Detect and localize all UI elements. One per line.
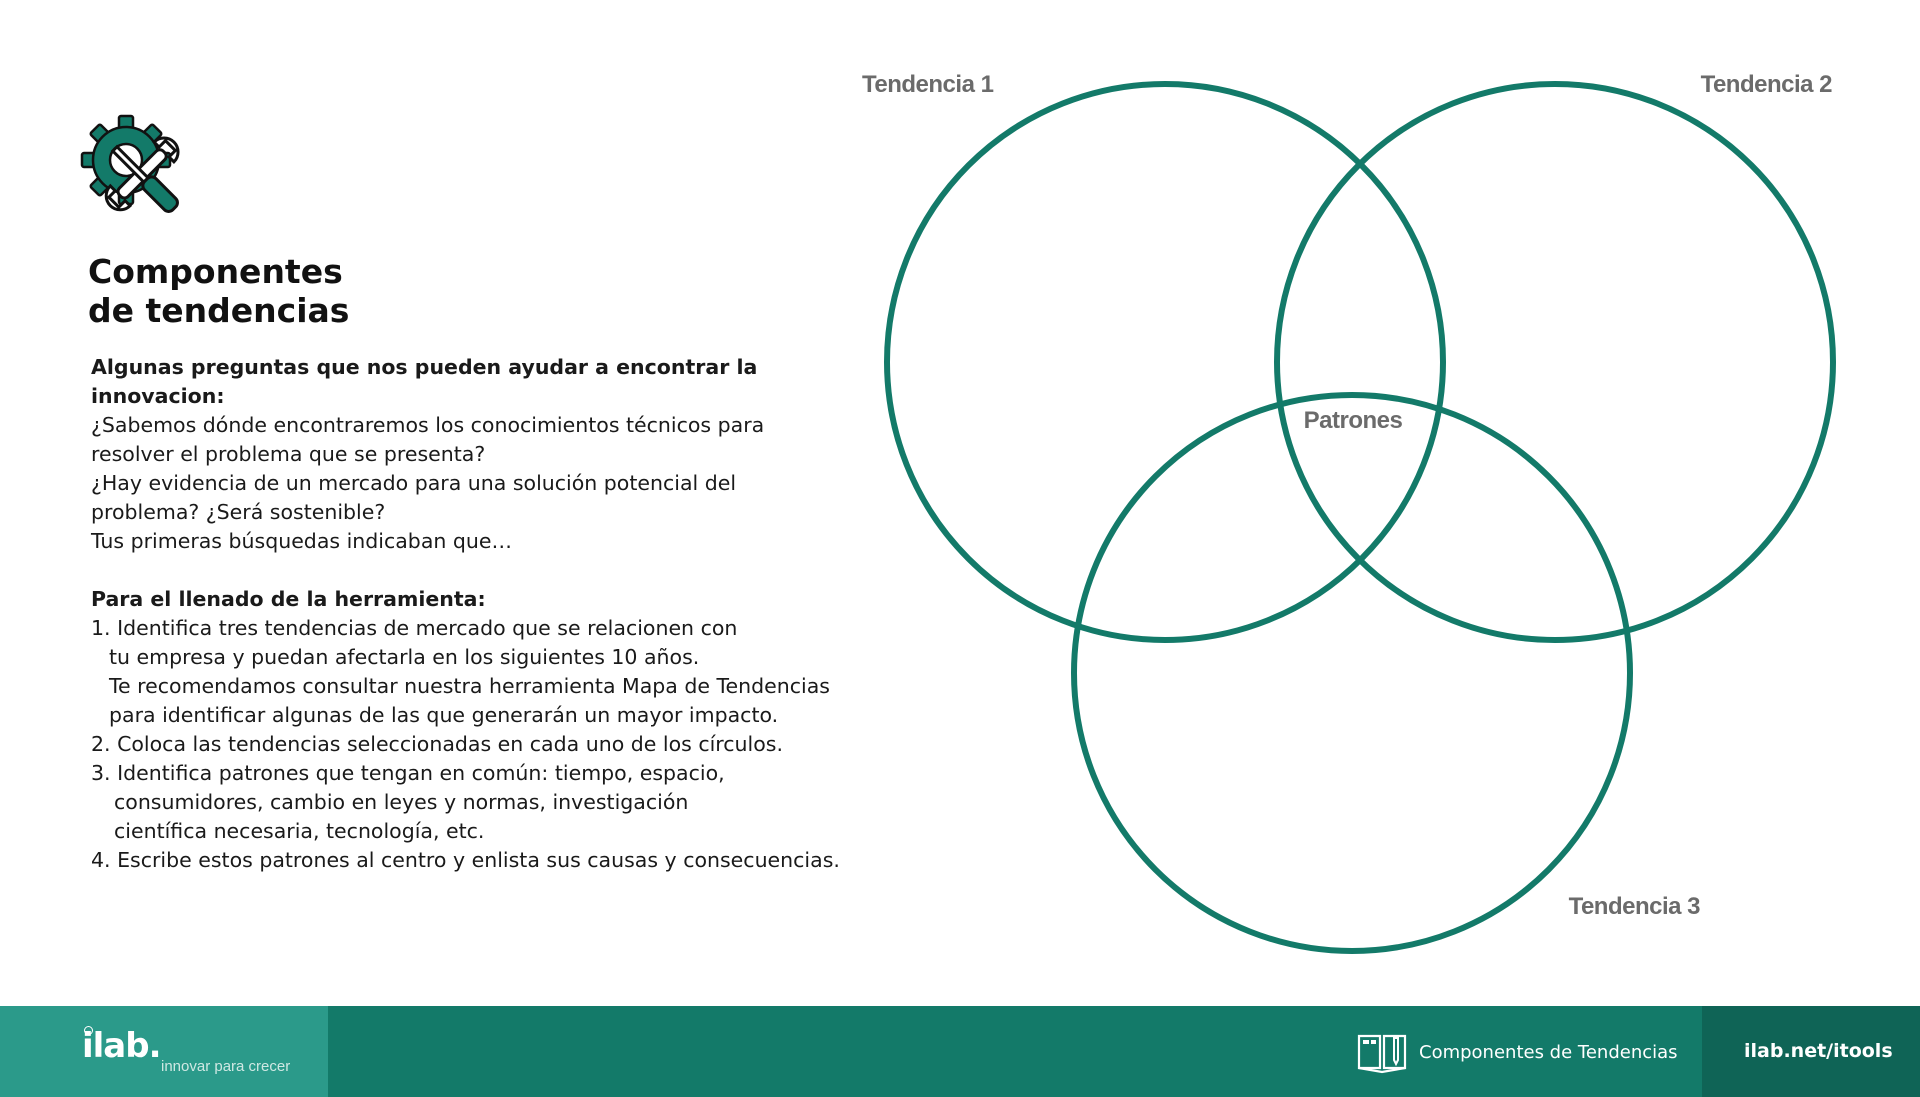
intro-heading-line-2: innovacion:	[91, 384, 225, 408]
venn-circle-tendencia-3	[1074, 395, 1630, 951]
footer-tool-name: Componentes de Tendencias	[1419, 1042, 1678, 1063]
venn-label-tendencia-3: Tendencia 3	[1568, 893, 1700, 920]
open-book-pencil-icon	[1356, 1030, 1408, 1074]
intro-line: Tus primeras búsquedas indicaban que…	[91, 529, 513, 553]
footer-link[interactable]: ilab.net/itools	[1744, 1040, 1893, 1062]
intro-line: problema? ¿Será sostenible?	[91, 500, 386, 524]
step-line: 4. Escribe estos patrones al centro y enlista sus causas y consecuencias.	[91, 848, 840, 872]
brand-tagline: innovar para crecer	[161, 1058, 291, 1075]
intro-line: ¿Hay evidencia de un mercado para una solución potencial del	[91, 471, 737, 495]
step-line: Te recomendamos consultar nuestra herramienta Mapa de Tendencias	[109, 674, 830, 698]
step-line: tu empresa y puedan afectarla en los siguientes 10 años.	[109, 645, 700, 669]
title-line-2: de tendencias	[88, 291, 350, 330]
step-line: 2. Coloca las tendencias seleccionadas en cada uno de los círculos.	[91, 732, 783, 756]
step-line: para identificar algunas de las que generarán un mayor impacto.	[109, 703, 779, 727]
step-line: consumidores, cambio en leyes y normas, investigación	[114, 790, 689, 814]
intro-heading-line-1: Algunas preguntas que nos pueden ayudar a encontrar la	[91, 355, 758, 379]
footer-brand	[0, 1006, 328, 1097]
venn-circle-tendencia-2	[1277, 84, 1833, 640]
step-line: científica necesaria, tecnología, etc.	[114, 819, 485, 843]
intro-line: ¿Sabemos dónde encontraremos los conocimientos técnicos para	[91, 413, 765, 437]
venn-label-tendencia-2: Tendencia 2	[1700, 71, 1832, 98]
footer-link-box	[1702, 1006, 1920, 1097]
steps-heading: Para el llenado de la herramienta:	[91, 587, 486, 611]
step-line: 1. Identifica tres tendencias de mercado que se relacionen con	[91, 616, 738, 640]
brand-logo[interactable]: ilab.	[82, 1026, 161, 1066]
title-line-1: Componentes	[88, 252, 343, 291]
venn-label-tendencia-1: Tendencia 1	[862, 71, 994, 98]
step-line: 3. Identifica patrones que tengan en común: tiempo, espacio,	[91, 761, 725, 785]
intro-line: resolver el problema que se presenta?	[91, 442, 486, 466]
footer-bar	[0, 1006, 1920, 1097]
venn-label-patrones: Patrones	[1303, 407, 1403, 434]
